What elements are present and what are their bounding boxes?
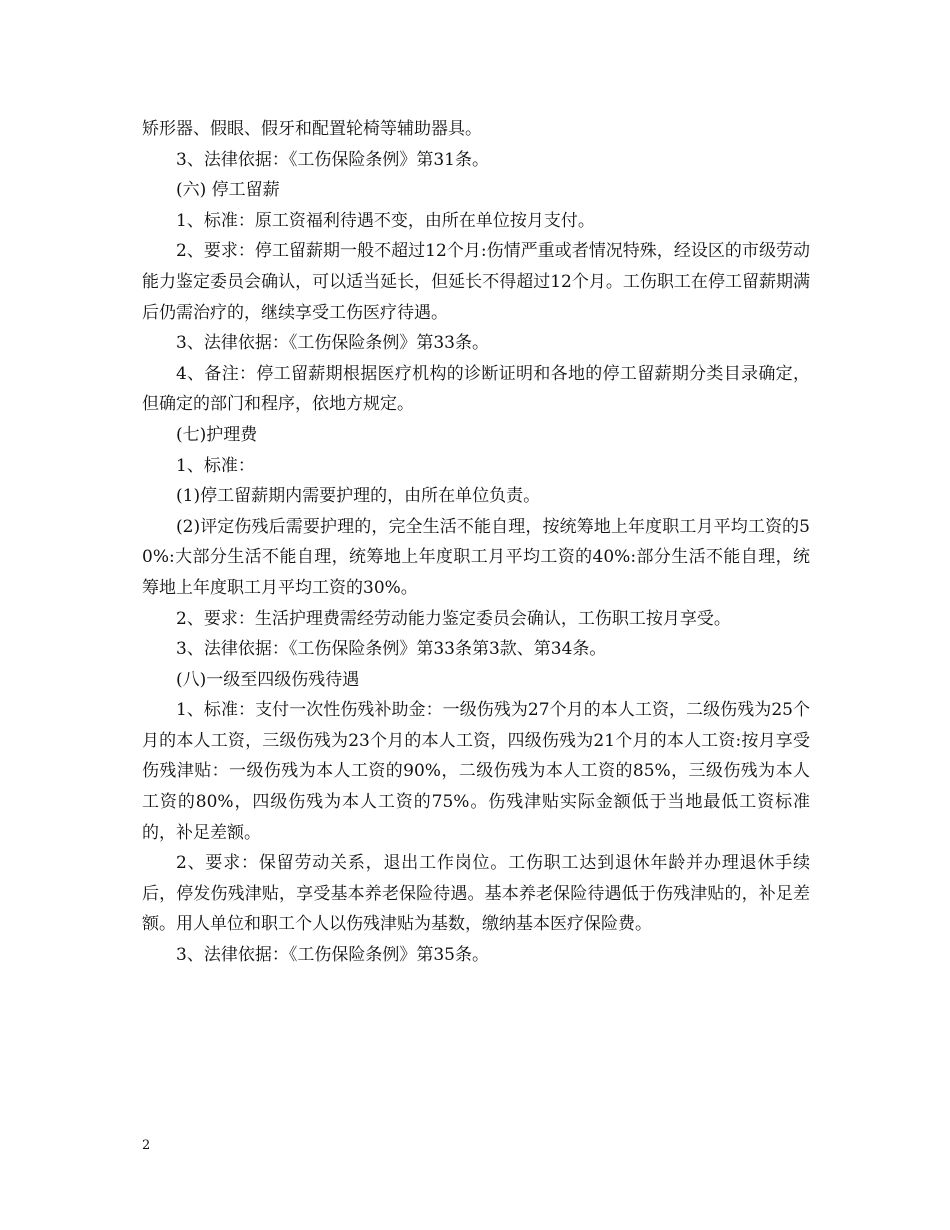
paragraph: (六) 停工留薪 <box>176 180 280 201</box>
paragraph: 1、标准：原工资福利待遇不变，由所在单位按月支付。 <box>176 210 595 231</box>
paragraph: 2、要求：生活护理费需经劳动能力鉴定委员会确认，工伤职工按月享受。 <box>176 608 731 629</box>
paragraph: 2、要求：保留劳动关系，退出工作岗位。工伤职工达到退休年龄并办理退休手续后，停发伤残津贴，享受基本养老保险待遇。基本养老保险待遇低于伤残津贴的，补足差额。用人单位和职工个人以伤残津贴为基数，缴纳基本医疗保险费。 <box>142 853 810 935</box>
document-body <box>142 114 810 971</box>
paragraph: 4、备注：停工留薪期根据医疗机构的诊断证明和各地的停工留薪期分类目录确定，但确定的部门和程序，依地方规定。 <box>142 363 810 415</box>
paragraph: 3、法律依据：《工伤保险条例》第35条。 <box>176 945 489 966</box>
paragraph: (七)护理费 <box>176 424 258 445</box>
page-number: 2 <box>142 1138 151 1153</box>
paragraph: 3、法律依据：《工伤保险条例》第33条。 <box>176 333 489 354</box>
paragraph: (1)停工留薪期内需要护理的，由所在单位负责。 <box>176 486 541 507</box>
paragraph: (2)评定伤残后需要护理的，完全生活不能自理，按统筹地上年度职工月平均工资的50%:大部分生活不能自理，统筹地上年度职工月平均工资的40%:部分生活不能自理，统筹地上年度职工月平均工资的30%。 <box>142 516 810 598</box>
paragraph: (八)一级至四级伤残待遇 <box>176 669 360 690</box>
paragraph: 3、法律依据：《工伤保险条例》第33条第3款、第34条。 <box>176 639 607 660</box>
paragraph: 2、要求：停工留薪期一般不超过12个月:伤情严重或者情况特殊，经设区的市级劳动能力鉴定委员会确认，可以适当延长，但延长不得超过12个月。工伤职工在停工留薪期满后仍需治疗的，继续享受工伤医疗待遇。 <box>142 241 810 323</box>
paragraph: 矫形器、假眼、假牙和配置轮椅等辅助器具。 <box>142 119 482 139</box>
paragraph: 3、法律依据：《工伤保险条例》第31条。 <box>176 149 489 170</box>
paragraph: 1、标准：支付一次性伤残补助金：一级伤残为27个月的本人工资，二级伤残为25个月的本人工资，三级伤残为23个月的本人工资，四级伤残为21个月的本人工资:按月享受伤残津贴：一级伤残为本人工资的90%，二级伤残为本人工资的85%，三级伤残为本人工资的80%，四级伤残为本人工资的75%。伤残津贴实际金额低于当地最低工资标准的，补足差额。 <box>142 700 810 843</box>
paragraph: 1、标准： <box>176 455 255 476</box>
